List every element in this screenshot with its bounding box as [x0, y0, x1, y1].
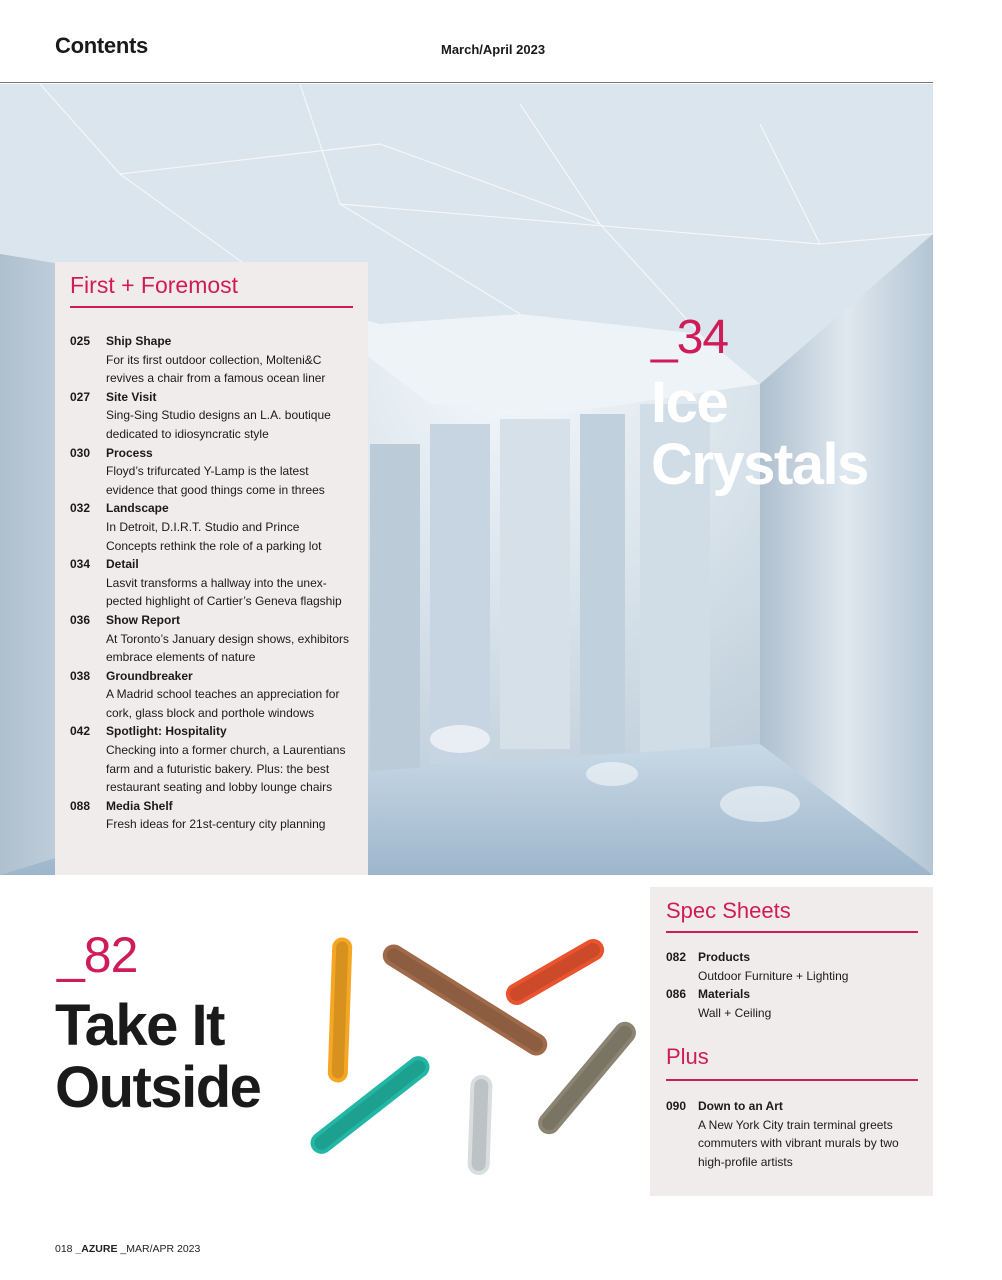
page-title: Contents: [55, 33, 148, 58]
feature-34-title-line: Crystals: [651, 432, 868, 497]
toc-entry-description: In Detroit, D.I.R.T. Studio and Prince: [106, 519, 300, 534]
footer-brand: _AZURE: [75, 1243, 118, 1255]
toc-entry: [70, 332, 360, 388]
spec-sheets-heading: Spec Sheets: [666, 898, 791, 923]
plus-heading: Plus: [666, 1044, 709, 1069]
feature-82-title: [55, 995, 315, 1119]
pill-tray: [467, 1075, 492, 1176]
toc-entry-description: evidence that good things come in threes: [106, 482, 325, 497]
plus-list: [666, 1097, 921, 1171]
toc-entry-title: Ship Shape: [106, 334, 172, 348]
toc-page-number: 034: [70, 557, 91, 572]
pill-trays-photo: [300, 930, 645, 1195]
toc-entry-description: pected highlight of Cartier’s Geneva flagship: [106, 594, 342, 609]
pill-tray: [534, 1017, 641, 1138]
toc-entry-description: Outdoor Furniture + Lighting: [698, 968, 849, 983]
toc-entry-description: Wall + Ceiling: [698, 1005, 772, 1020]
spec-sheets-list: [666, 948, 921, 1022]
toc-entry: [70, 499, 360, 555]
toc-entry: [70, 444, 360, 500]
toc-entry-title: Materials: [698, 987, 751, 1002]
toc-entry-title: Down to an Art: [698, 1099, 783, 1113]
toc-entry: [70, 388, 360, 444]
toc-page-number: 038: [70, 668, 91, 683]
feature-82-title-line: Outside: [55, 1055, 261, 1120]
toc-page-number: 036: [70, 612, 91, 627]
toc-page-number: 025: [70, 334, 91, 348]
toc-entry-description: For its first outdoor collection, Molteni&C: [106, 352, 322, 367]
toc-entry-description: Lasvit transforms a hallway into the unex-: [106, 575, 327, 590]
toc-entry: [70, 555, 360, 611]
pill-tray: [327, 937, 352, 1083]
toc-entry-description: farm and a futuristic bakery. Plus: the best: [106, 761, 330, 776]
toc-entry-title: Products: [698, 950, 751, 964]
spec-sheets-panel: [650, 887, 933, 1196]
toc-entry-description: Sing-Sing Studio designs an L.A. boutique: [106, 408, 331, 423]
toc-entry-title: Show Report: [106, 612, 180, 627]
toc-entry-description: embrace elements of nature: [106, 650, 256, 665]
toc-entry: [70, 797, 360, 834]
feature-34-number: _34: [651, 311, 729, 364]
toc-entry-description: commuters with vibrant murals by two: [698, 1136, 899, 1151]
toc-page-number: 088: [70, 798, 91, 813]
toc-entry-title: Media Shelf: [106, 798, 173, 813]
toc-entry-title: Site Visit: [106, 389, 157, 404]
header-rule: [0, 82, 933, 83]
toc-entry-description: high-profile artists: [698, 1154, 793, 1169]
toc-entry: [70, 667, 360, 723]
feature-34-title: [651, 372, 931, 496]
toc-entry-description: Concepts rethink the role of a parking lot: [106, 538, 322, 553]
first-foremost-panel: [55, 262, 368, 875]
toc-entry-title: Process: [106, 445, 153, 460]
toc-page-number: 027: [70, 389, 91, 404]
toc-entry: [666, 985, 921, 1022]
toc-page-number: 082: [666, 950, 687, 964]
spec-sheets-rule: [666, 931, 918, 933]
feature-82-number: _82: [57, 927, 138, 983]
pill-tray: [502, 935, 608, 1009]
toc-entry: [666, 1097, 921, 1171]
toc-entry-description: cork, glass block and porthole windows: [106, 705, 315, 720]
first-foremost-rule: [70, 306, 353, 308]
toc-entry-title: Detail: [106, 557, 139, 572]
footer-page-number: 018: [55, 1243, 73, 1255]
toc-entry-description: restaurant seating and lobby lounge chairs: [106, 780, 333, 795]
toc-entry-description: revives a chair from a famous ocean liner: [106, 371, 326, 386]
toc-entry: [70, 722, 360, 796]
toc-entry-description: At Toronto’s January design shows, exhibitors: [106, 631, 350, 646]
toc-entry: [70, 611, 360, 667]
toc-entry-description: Floyd’s trifurcated Y-Lamp is the latest: [106, 464, 309, 479]
toc-entry-description: Checking into a former church, a Laurentians: [106, 743, 346, 758]
toc-entry-description: A New York City train terminal greets: [698, 1117, 893, 1132]
toc-entry-description: Fresh ideas for 21st-century city planning: [106, 817, 326, 832]
toc-entry-title: Landscape: [106, 501, 169, 516]
toc-entry-description: dedicated to idiosyncratic style: [106, 426, 269, 441]
toc-page-number: 090: [666, 1099, 687, 1113]
first-foremost-list: [70, 332, 360, 834]
issue-date: March/April 2023: [441, 42, 546, 57]
feature-82-title-line: Take It: [55, 993, 224, 1058]
first-foremost-heading: First + Foremost: [70, 272, 239, 298]
toc-page-number: 086: [666, 987, 687, 1002]
footer-issue: _MAR/APR 2023: [120, 1243, 201, 1255]
toc-entry-description: A Madrid school teaches an appreciation for: [106, 687, 340, 702]
plus-rule: [666, 1079, 918, 1081]
pill-tray: [306, 1052, 434, 1159]
toc-page-number: 030: [70, 445, 91, 460]
feature-34-title-line: Ice: [651, 370, 728, 435]
toc-entry-title: Spotlight: Hospitality: [106, 724, 227, 739]
toc-page-number: 032: [70, 501, 91, 516]
page-footer: [55, 1243, 200, 1255]
toc-entry: [666, 948, 921, 985]
toc-page-number: 042: [70, 724, 91, 739]
toc-entry-title: Groundbreaker: [106, 668, 193, 683]
